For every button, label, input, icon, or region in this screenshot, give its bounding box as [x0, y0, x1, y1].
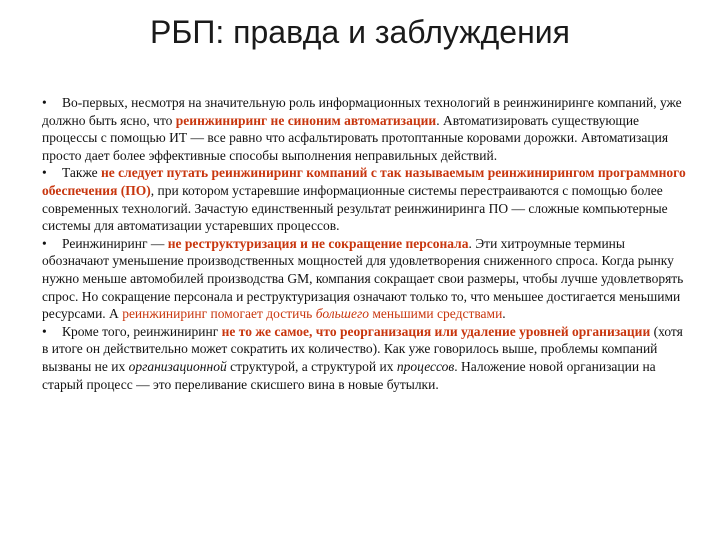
p2-highlight: не следует путать реинжиниринг компаний с так называемым реинжинирингом программного обеспечения (ПО) [42, 165, 686, 198]
p1-text-2: . Автоматизировать существующие процессы с помощью ИТ — все равно что асфальтировать протоптанные коровами дорожки. Автоматизация просто дает более эффективные способы выполнения неправильных действий. [42, 112, 669, 163]
bullet-marker: • [42, 165, 47, 181]
p2-text-1: Также [62, 165, 101, 181]
bullet-paragraph-4 [42, 323, 690, 393]
bullet-marker: • [42, 235, 47, 251]
p1-text-1: Во-первых, несмотря на значительную роль информационных технологий в реинжиниринге компаний, уже должно быть ясно, что [42, 95, 682, 128]
p4-italic-2: процессов [396, 358, 455, 374]
bullet-paragraph-3 [42, 235, 690, 323]
p4-text-2: (хотя в итоге он действительно может сократить их количество). Как уже говорилось выше, проблемы компаний вызваны не их [42, 323, 683, 374]
bullet-paragraph-2 [42, 164, 690, 234]
p2-text-2: , при котором устаревшие информационные системы перестраиваются с помощью более современных технологий. Зачастую единственный результат реинжиниринга ПО — сложные компьютерные системы для автоматизации устаревших процессов. [42, 182, 668, 234]
p4-text-1: Кроме того, реинжиниринг [62, 323, 222, 339]
p4-text-3: структурой, а структурой их [226, 358, 397, 374]
slide-body [42, 94, 690, 393]
p4-highlight: не то же самое, что реорганизация или удаление уровней организации [221, 323, 651, 339]
p4-text-4: . Наложение новой организации на старый процесс — это переливание скисшего вина в новые бутылки. [42, 358, 656, 392]
bullet-paragraph-1 [42, 94, 690, 164]
p3-highlight-2: реинжиниринг помогает достичь [122, 306, 316, 322]
bullet-marker: • [42, 95, 47, 110]
p3-highlight-3: меньшими средствами [368, 306, 503, 322]
p4-italic-1: организационной [128, 358, 227, 374]
p1-highlight: реинжиниринг не синоним автоматизации [175, 112, 437, 128]
p3-text-2: . Эти хитроумные термины обозначают уменьшение производственных мощностей для удовлетворения сниженного спроса. Когда рынку нужно меньше автомобилей производства GM, компания сокращает свои размеры, чтобы лучше удовлетворять спрос. Но сокращение персонала и реструктуризация означают только то, что меньшее достигается меньшими ресурсами. А [42, 235, 684, 322]
bullet-marker: • [42, 323, 47, 339]
p3-highlight-italic: большего [315, 306, 369, 322]
slide-title: РБП: правда и заблуждения [150, 14, 570, 50]
p3-highlight: не реструктуризация и не сокращение персонала [167, 235, 469, 251]
p3-text-1: Реинжиниринг — [62, 235, 168, 251]
p3-text-3: . [502, 306, 506, 322]
